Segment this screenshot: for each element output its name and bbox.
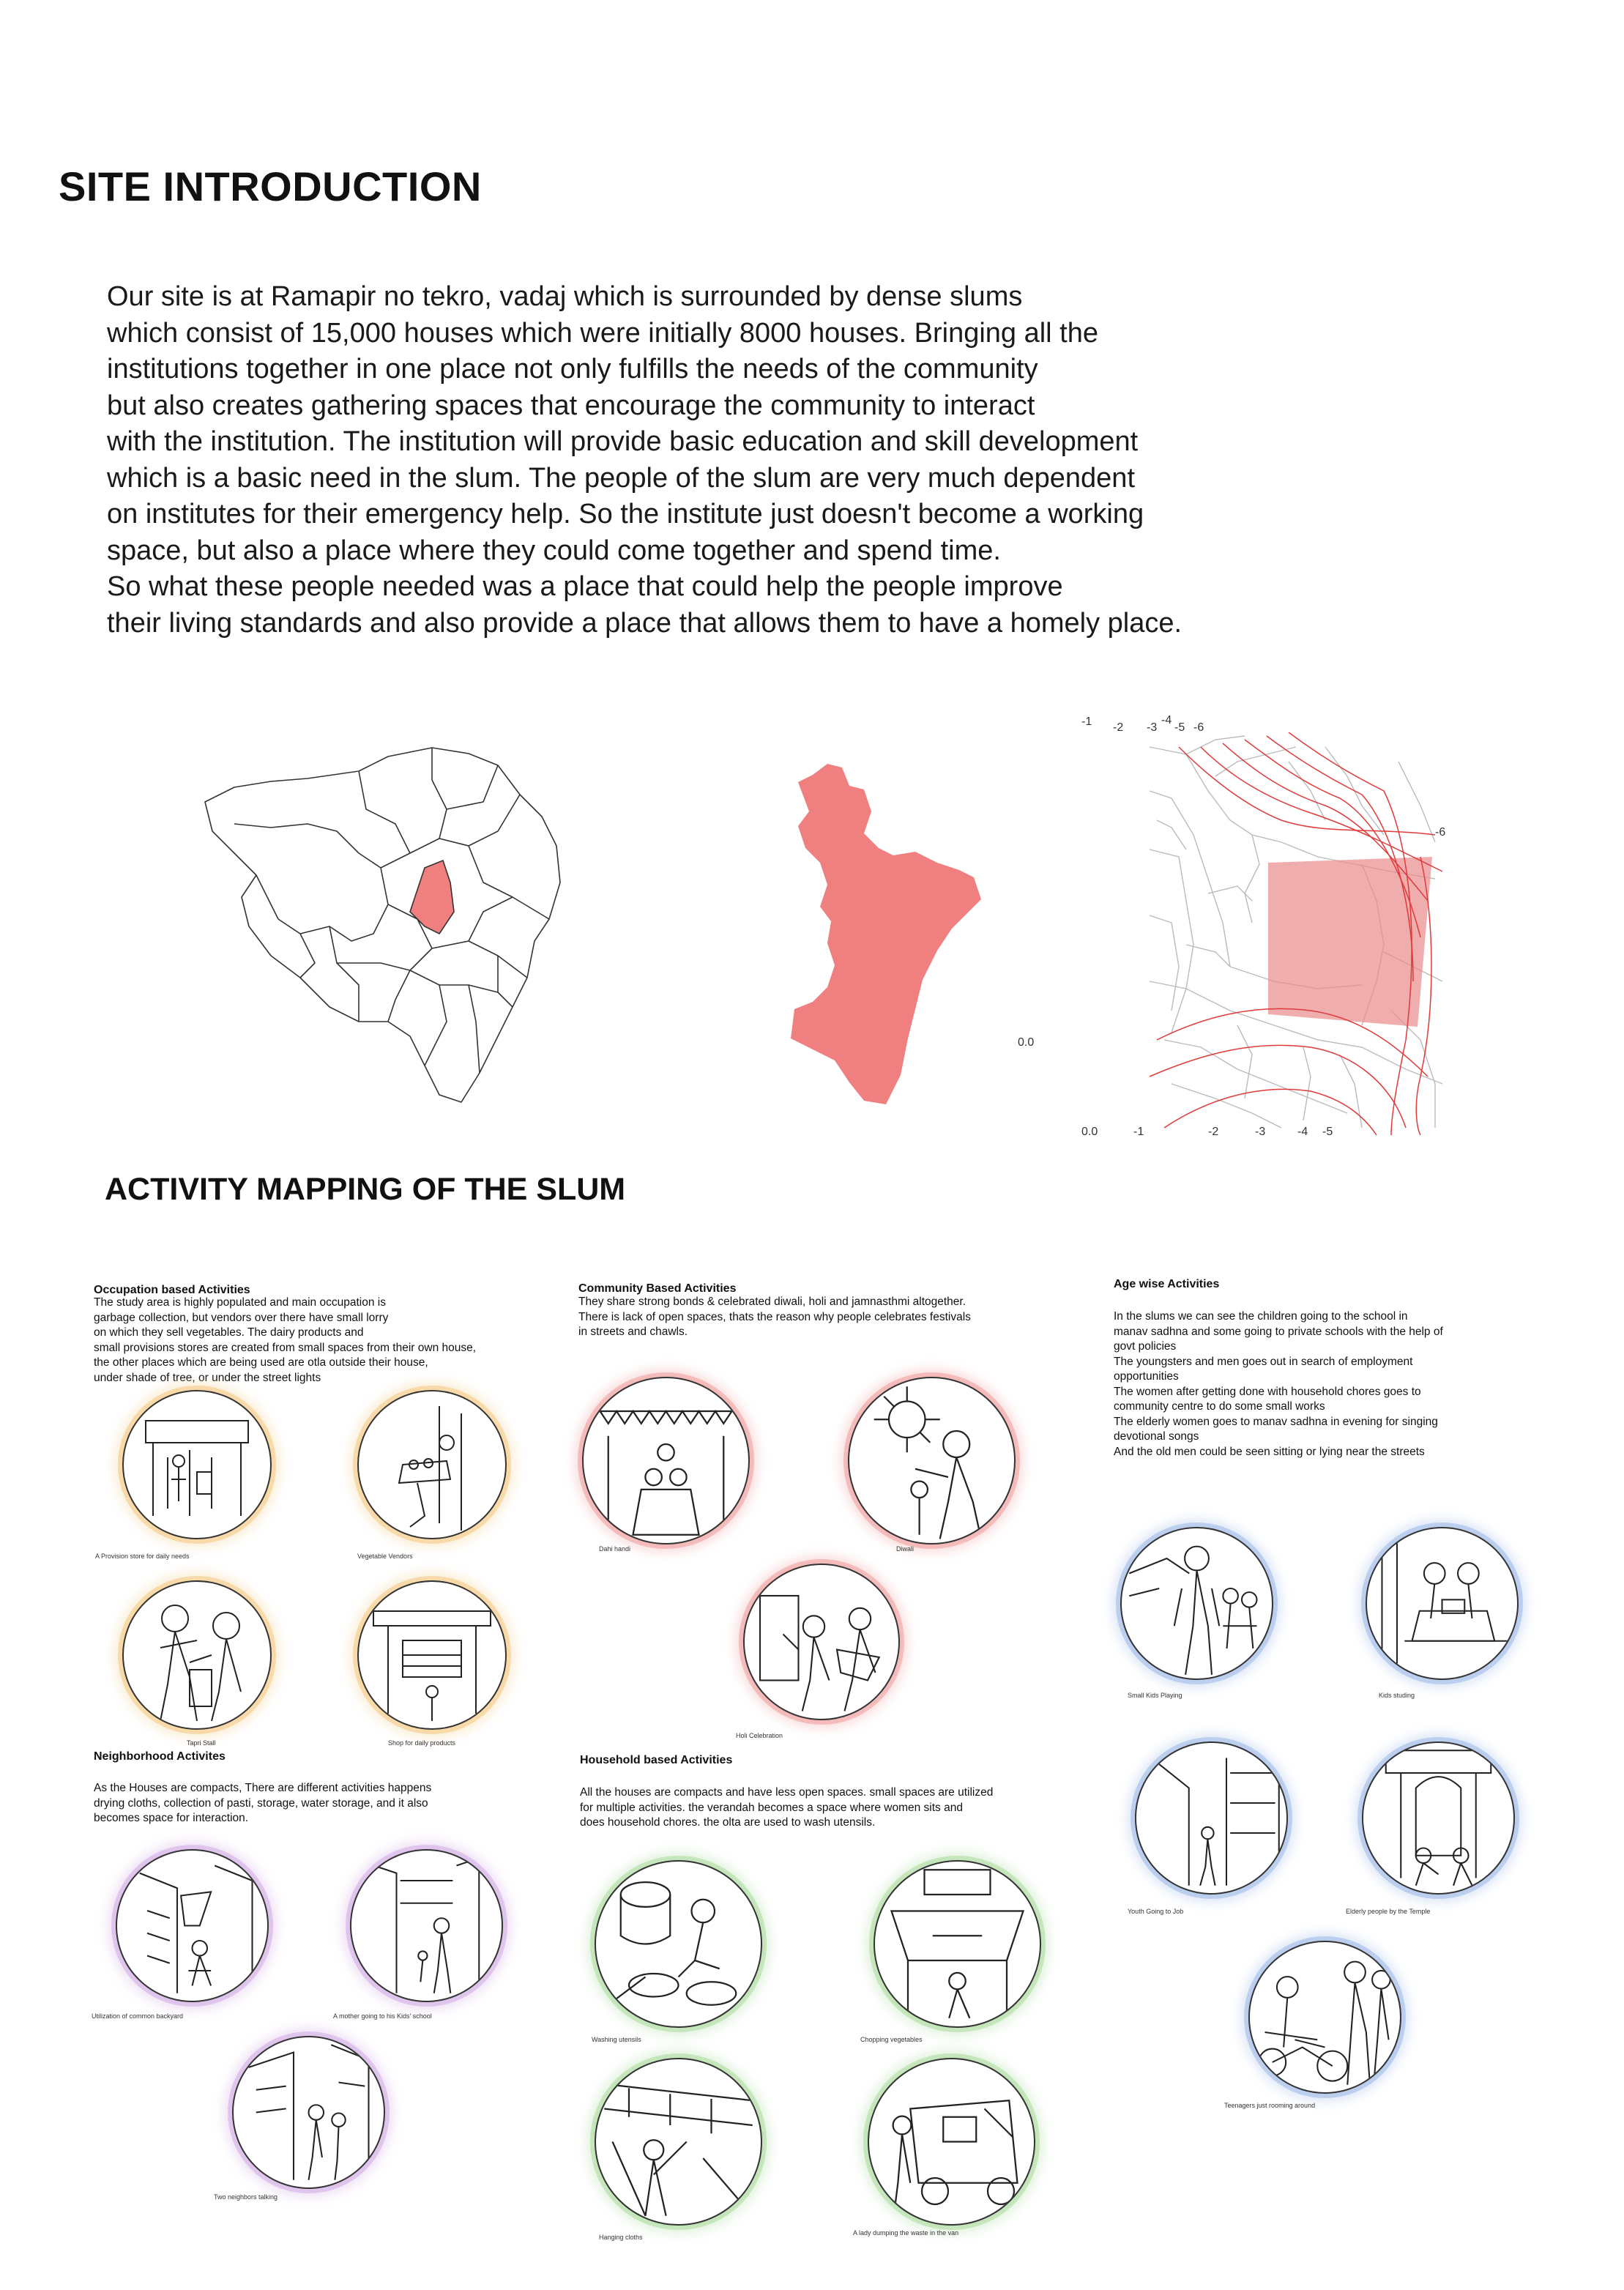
- caption: Diwali: [896, 1545, 915, 1553]
- washing-utensils-sketch: [595, 1860, 762, 2028]
- caption: Holi Celebration: [736, 1732, 783, 1739]
- caption: Teenagers just rooming around: [1224, 2102, 1316, 2109]
- text-line: drying cloths, collection of pasti, storage, water storage, and it also: [94, 1796, 428, 1810]
- site-top-label: -3: [1147, 721, 1158, 734]
- caption: Kids studing: [1379, 1692, 1415, 1699]
- text-line: devotional songs: [1114, 1430, 1199, 1443]
- daily-shop-sketch: [357, 1580, 507, 1730]
- text-line: under shade of tree, or under the street lights: [94, 1371, 321, 1384]
- caption: Elderly people by the Temple: [1346, 1908, 1431, 1915]
- diwali-sketch: [848, 1377, 1016, 1544]
- text-line: The elderly women goes to manav sadhna in evening for singing: [1114, 1415, 1438, 1428]
- age-text: [1114, 1309, 1443, 1460]
- text-line: The women after getting done with household chores goes to: [1114, 1385, 1421, 1398]
- text-line: garbage collection, but vendors over there have small lorry: [94, 1311, 389, 1324]
- site-bottom-label: -5: [1322, 1126, 1333, 1138]
- text-line: becomes space for interaction.: [94, 1812, 249, 1824]
- holi-sketch: [743, 1564, 900, 1720]
- site-side-label: -6: [1435, 826, 1446, 839]
- intro-line: Our site is at Ramapir no tekro, vadaj which is surrounded by dense slums: [107, 281, 1023, 312]
- caption: Hanging cloths: [599, 2234, 643, 2241]
- caption: A lady dumping the waste in the van: [853, 2229, 959, 2237]
- caption: Tapri Stall: [187, 1739, 216, 1747]
- text-line: The youngsters and men goes out in search of employment: [1114, 1355, 1413, 1368]
- text-line: for multiple activities. the verandah becomes a space where women sits and: [580, 1801, 963, 1814]
- text-line: The study area is highly populated and main occupation is: [94, 1296, 386, 1309]
- intro-line: institutions together in one place not only fulfills the needs of the community: [107, 354, 1038, 384]
- text-line: small provisions stores are created from small spaces from their own house,: [94, 1341, 477, 1354]
- text-line: They share strong bonds & celebrated diwali, holi and jamnasthmi altogether.: [578, 1295, 966, 1308]
- age-title: Age wise Activities: [1114, 1278, 1220, 1290]
- youth-going-to-job-sketch: [1135, 1741, 1288, 1895]
- site-top-label: -6: [1193, 721, 1204, 734]
- caption: Chopping vegetables: [860, 2036, 923, 2043]
- caption: Small Kids Playing: [1128, 1692, 1182, 1699]
- text-line: on which they sell vegetables. The dairy products and: [94, 1326, 364, 1339]
- text-line: All the houses are compacts and have less open spaces. small spaces are utilized: [580, 1786, 994, 1799]
- site-bottom-label: -2: [1208, 1126, 1219, 1138]
- caption: A Provision store for daily needs: [95, 1553, 190, 1560]
- kids-studying-sketch: [1366, 1527, 1519, 1680]
- occupation-text: [94, 1295, 476, 1386]
- waste-van-sketch: [868, 2058, 1035, 2226]
- site-top-label: -5: [1174, 721, 1185, 734]
- intro-line: which is a basic need in the slum. The people of the slum are very much dependent: [107, 462, 1135, 494]
- site-top-label: -2: [1113, 721, 1124, 734]
- text-line: As the Houses are compacts, There are different activities happens: [94, 1782, 432, 1794]
- site-top-label: -1: [1081, 715, 1092, 728]
- text-line: manav sadhna and some going to private schools with the help of: [1114, 1325, 1443, 1338]
- intro-line: their living standards and also provide a place that allows them to have a homely place.: [107, 607, 1182, 639]
- text-line: the other places which are being used are otla outside their house,: [94, 1356, 428, 1369]
- elderly-temple-sketch: [1362, 1741, 1515, 1895]
- text-line: There is lack of open spaces, thats the reason why people celebrates festivals: [578, 1310, 971, 1323]
- intro-line: with the institution. The institution will provide basic education and skill development: [107, 426, 1139, 457]
- vegetable-vendor-sketch: [357, 1390, 507, 1539]
- two-neighbors-sketch: [232, 2036, 385, 2189]
- text-line: And the old men could be seen sitting or lying near the streets: [1114, 1445, 1425, 1458]
- site-top-label: -4: [1161, 714, 1172, 726]
- common-backyard-sketch: [116, 1849, 269, 2002]
- state-map: [190, 743, 586, 1109]
- site-contour-map: [1142, 732, 1450, 1135]
- intro-line: space, but also a place where they could come together and spend time.: [107, 535, 1001, 566]
- caption: Shop for daily products: [388, 1739, 456, 1747]
- caption: Vegetable Vendors: [357, 1553, 413, 1560]
- district-origin-label: 0.0: [1018, 1036, 1035, 1049]
- text-line: In the slums we can see the children going to the school in: [1114, 1310, 1408, 1323]
- site-intro-paragraph: [107, 279, 1182, 642]
- neighborhood-text: [94, 1781, 431, 1826]
- site-bottom-label: -1: [1133, 1126, 1144, 1138]
- activity-title: ACTIVITY MAPPING OF THE SLUM: [105, 1172, 626, 1207]
- neighborhood-title: Neighborhood Activites: [94, 1750, 226, 1763]
- household-title: Household based Activities: [580, 1754, 733, 1766]
- site-bottom-label: -3: [1255, 1126, 1266, 1138]
- caption: Two neighbors talking: [214, 2193, 278, 2201]
- tapri-stall-sketch: [122, 1580, 272, 1730]
- caption: Youth Going to Job: [1128, 1908, 1184, 1915]
- community-text: [578, 1295, 971, 1340]
- text-line: community centre to do some small works: [1114, 1400, 1325, 1413]
- teenagers-roaming-sketch: [1248, 1941, 1401, 2094]
- text-line: govt policies: [1114, 1340, 1177, 1353]
- text-line: in streets and chawls.: [578, 1326, 688, 1338]
- hanging-cloths-sketch: [595, 2058, 762, 2226]
- site-bottom-label: -4: [1297, 1126, 1308, 1138]
- text-line: does household chores. the olta are used to wash utensils.: [580, 1816, 876, 1829]
- caption: A mother going to his Kids' school: [333, 2012, 432, 2020]
- caption: Washing utensils: [592, 2036, 641, 2043]
- provision-store-sketch: [122, 1390, 272, 1539]
- caption: Dahi handi: [599, 1545, 631, 1553]
- chopping-vegetables-sketch: [874, 1860, 1041, 2028]
- intro-line: which consist of 15,000 houses which were initially 8000 houses. Bringing all the: [107, 317, 1099, 349]
- site-origin-label: 0.0: [1081, 1126, 1098, 1138]
- community-title: Community Based Activities: [578, 1282, 737, 1295]
- district-map: [783, 760, 988, 1112]
- mother-kids-school-sketch: [350, 1849, 503, 2002]
- page-title: SITE INTRODUCTION: [59, 163, 482, 209]
- kids-playing-sketch: [1120, 1527, 1273, 1680]
- intro-line: So what these people needed was a place that could help the people improve: [107, 571, 1063, 602]
- dahi-handi-sketch: [582, 1377, 750, 1544]
- caption: Utilization of common backyard: [92, 2012, 184, 2020]
- occupation-title: Occupation based Activities: [94, 1284, 250, 1296]
- household-text: [580, 1785, 993, 1831]
- text-line: opportunities: [1114, 1370, 1179, 1383]
- intro-line: but also creates gathering spaces that encourage the community to interact: [107, 390, 1035, 421]
- intro-line: on institutes for their emergency help. So the institute just doesn't become a working: [107, 499, 1144, 529]
